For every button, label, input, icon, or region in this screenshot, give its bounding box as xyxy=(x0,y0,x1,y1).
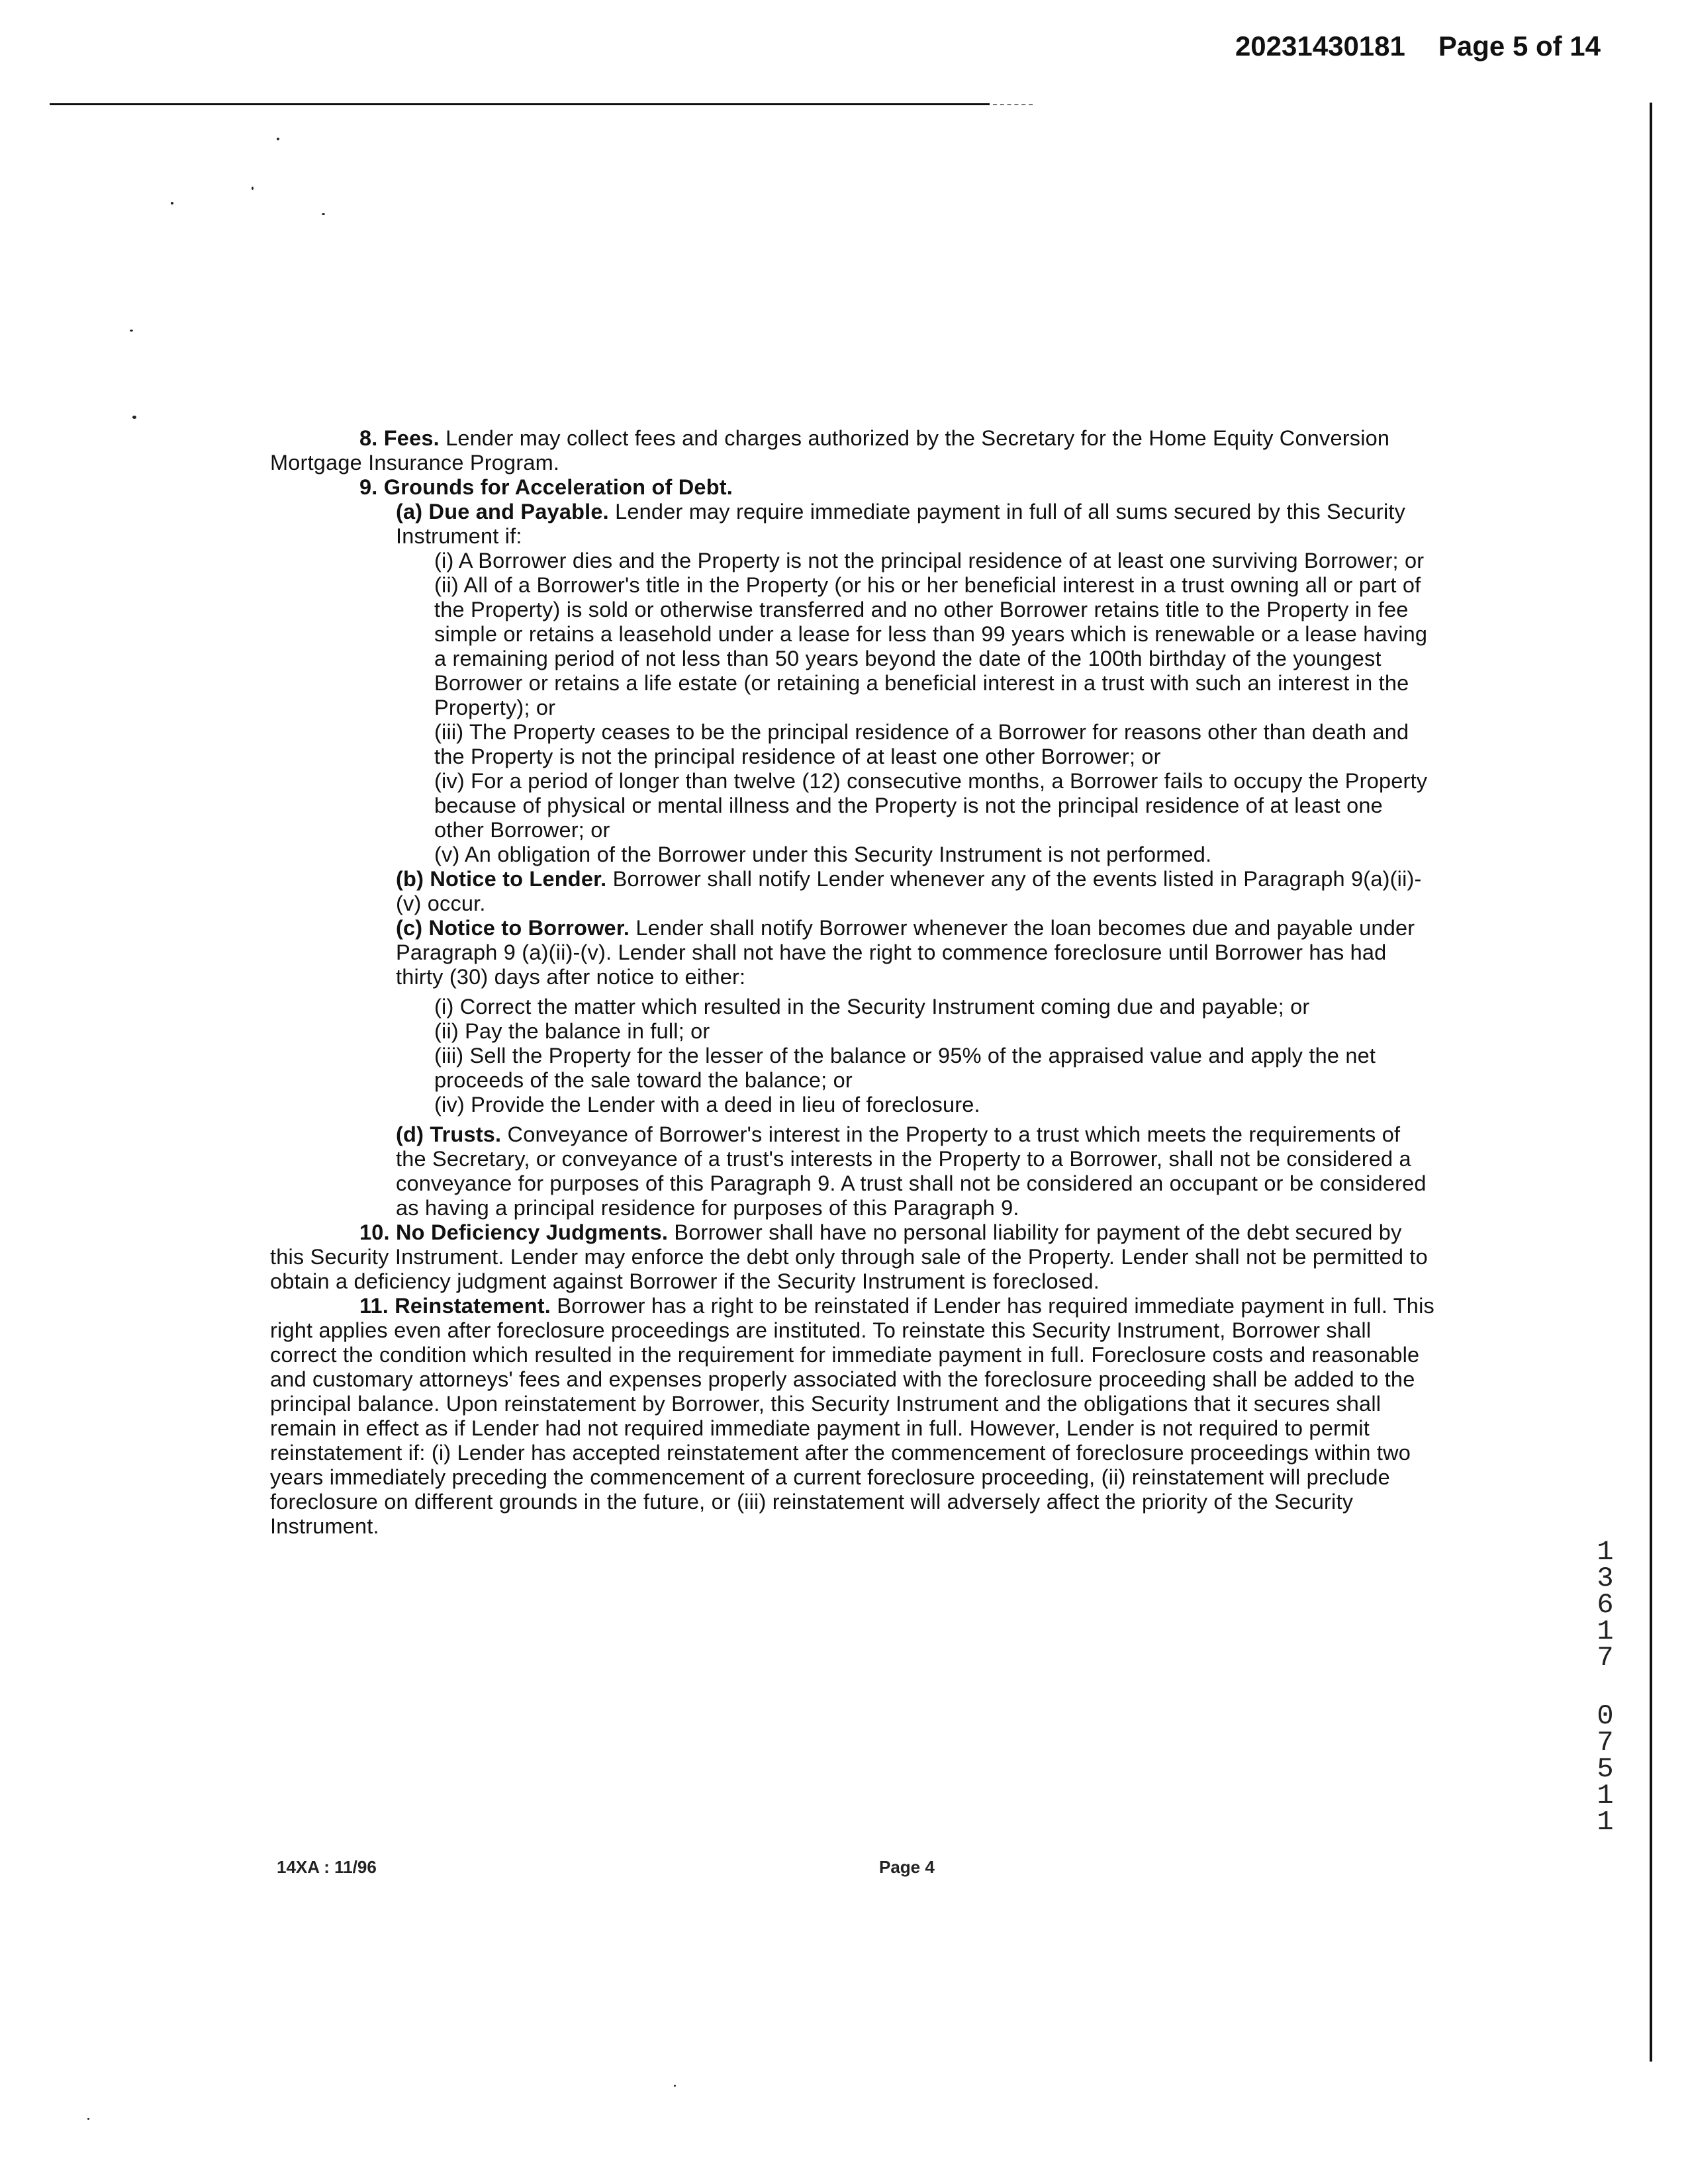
list-item: (v) An obligation of the Borrower under this Security Instrument is not performed. xyxy=(434,842,1212,866)
scan-speck xyxy=(674,2085,676,2087)
scan-speck xyxy=(252,187,254,190)
list-item: (i) Correct the matter which resulted in the Security Instrument coming due and payable; or xyxy=(434,995,1310,1019)
recording-stamp xyxy=(1592,1536,1618,1838)
subparagraph-9a xyxy=(270,500,1435,549)
list-item: (iv) For a period of longer than twelve (12) consecutive months, a Borrower fails to occupy the Property because of physical or mental illness and the Property is not the principal residence of at least one other Borrower; or xyxy=(434,769,1428,842)
scan-speck xyxy=(277,138,279,140)
subparagraph-text: Conveyance of Borrower's interest in the Property to a trust which meets the requirements of the Secretary, or conveyance of a trust's interests in the Property to a Borrower, shall not be considered a conveyance for purposes of this Paragraph 9. A trust shall not be considered an occupant or be considered as having a principal residence for purposes of this Paragraph 9. xyxy=(396,1122,1427,1220)
footer-page-number: Page 4 xyxy=(879,1857,935,1877)
subparagraph-9d xyxy=(270,1122,1435,1220)
scan-speck xyxy=(322,213,325,215)
paragraph-heading: Reinstatement. xyxy=(395,1294,551,1318)
stamp-digit: 7 xyxy=(1597,1727,1614,1758)
subparagraph-heading: (b) Notice to Lender. xyxy=(396,867,607,891)
list-item: (i) A Borrower dies and the Property is not the principal residence of at least one surviving Borrower; or xyxy=(434,549,1425,572)
page-header xyxy=(1235,30,1601,62)
stamp-digit: 3 xyxy=(1597,1563,1614,1594)
stamp-digit: 1 xyxy=(1597,1615,1614,1647)
paragraph-heading: Fees. xyxy=(383,426,440,450)
stamp-digit: 0 xyxy=(1597,1700,1614,1732)
scan-speck xyxy=(87,2118,89,2120)
paragraph-10 xyxy=(270,1220,1435,1294)
subparagraph-heading: (c) Notice to Borrower. xyxy=(396,916,630,940)
list-item: (ii) Pay the balance in full; or xyxy=(434,1019,710,1043)
stamp-digit: 1 xyxy=(1597,1806,1614,1838)
paragraph-heading: No Deficiency Judgments. xyxy=(396,1220,669,1244)
paragraph-text: Borrower has a right to be reinstated if Lender has required immediate payment in full. This right applies even after foreclosure proceedings are instituted. To reinstate this Security Instrument, Borrower shall correct the condition which resulted in the requirement for immediate payment in full. Foreclosure costs and reasonable and customary attorneys' fees and expenses properly associated with the foreclosure proceeding shall be added to the principal balance. Upon reinstatement by Borrower, this Security Instrument and the obligations that it secures shall remain in effect as if Lender had not required immediate payment in full. However, Lender is not required to permit reinstatement if: (i) Lender has accepted reinstatement after the commencement of foreclosure proceedings within two years immediately preceding the commencement of a current foreclosure proceeding, (ii) reinstatement will preclude foreclosure on different grounds in the future, or (iii) reinstatement will adversely affect the priority of the Security Instrument. xyxy=(270,1294,1434,1538)
right-margin-line xyxy=(1650,103,1652,2062)
paragraph-number: 10. xyxy=(359,1220,390,1244)
subparagraph-text: Lender may require immediate payment in full of all sums secured by this Security Instrument if: xyxy=(396,500,1406,548)
subparagraph-text: Borrower shall notify Lender whenever any of the events listed in Paragraph 9(a)(ii)-(v) occur. xyxy=(396,867,1422,915)
paragraph-8 xyxy=(270,426,1435,475)
subparagraph-9b xyxy=(270,867,1435,916)
document-number: 20231430181 xyxy=(1235,30,1405,62)
stamp-digit: 5 xyxy=(1597,1753,1614,1785)
subparagraph-9c xyxy=(270,916,1435,989)
subparagraph-text: Lender shall notify Borrower whenever the loan becomes due and payable under Paragraph 9 (a)(ii)-(v). Lender shall not have the right to commence foreclosure until Borrower has had thirty (30) days after notice to either: xyxy=(396,916,1415,989)
paragraph-11 xyxy=(270,1294,1435,1539)
paragraph-number: 8. xyxy=(359,426,378,450)
scan-speck xyxy=(171,202,173,205)
paragraph-text: Borrower shall have no personal liability for payment of the debt secured by this Security Instrument. Lender may enforce the debt only through sale of the Property. Lender shall not be permitted to obtain a deficiency judgment against Borrower if the Security Instrument is foreclosed. xyxy=(270,1220,1428,1293)
top-divider-tail xyxy=(993,104,1033,105)
stamp-digit: 1 xyxy=(1597,1536,1614,1568)
stamp-digit: 1 xyxy=(1597,1780,1614,1811)
list-item: (iv) Provide the Lender with a deed in lieu of foreclosure. xyxy=(434,1093,980,1116)
paragraph-heading: Grounds for Acceleration of Debt. xyxy=(383,475,733,499)
page-counter: Page 5 of 14 xyxy=(1438,30,1601,62)
stamp-digit: 7 xyxy=(1597,1642,1614,1674)
footer-form-code: 14XA : 11/96 xyxy=(277,1857,377,1877)
paragraph-number: 9. xyxy=(359,475,378,499)
document-body xyxy=(270,426,1435,1539)
list-item: (ii) All of a Borrower's title in the Property (or his or her beneficial interest in a trust owning all or part of the Property) is sold or otherwise transferred and no other Borrower retains title to the Property in fee simple or retains a leasehold under a lease for less than 99 years which is renewable or a lease having a remaining period of not less than 50 years beyond the date of the 100th birthday of the youngest Borrower or retains a life estate (or retaining a beneficial interest in a trust with such an interest in the Property); or xyxy=(434,573,1428,719)
scan-speck xyxy=(132,416,136,419)
list-item: (iii) Sell the Property for the lesser of the balance or 95% of the appraised value and apply the net proceeds of the sale toward the balance; or xyxy=(434,1044,1376,1092)
scan-speck xyxy=(130,330,133,332)
paragraph-9 xyxy=(270,475,1435,500)
paragraph-text: Lender may collect fees and charges authorized by the Secretary for the Home Equity Conversion Mortgage Insurance Program. xyxy=(270,426,1390,475)
subparagraph-heading: (d) Trusts. xyxy=(396,1122,502,1146)
stamp-gap xyxy=(1592,1671,1618,1703)
top-divider xyxy=(50,103,990,105)
stamp-digit: 6 xyxy=(1597,1589,1614,1621)
paragraph-number: 11. xyxy=(359,1294,389,1318)
subparagraph-heading: (a) Due and Payable. xyxy=(396,500,609,523)
list-item: (iii) The Property ceases to be the principal residence of a Borrower for reasons other than death and the Property is not the principal residence of at least one other Borrower; or xyxy=(434,720,1409,768)
